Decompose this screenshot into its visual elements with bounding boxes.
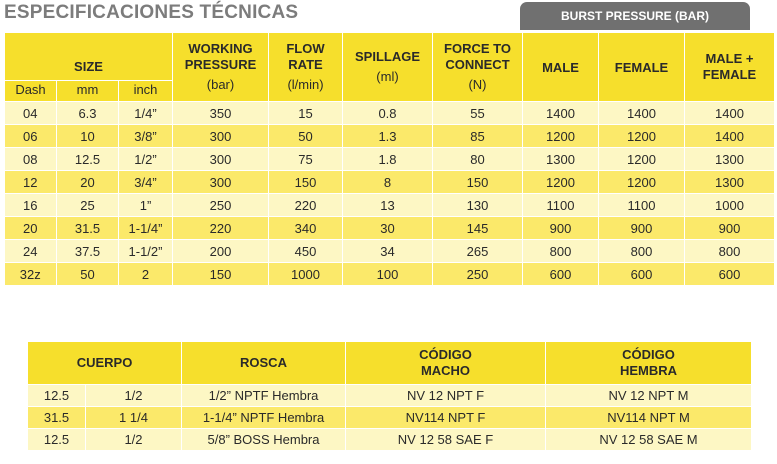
mm-cell: 25 [57, 194, 119, 217]
cuerpo-header: CUERPO [28, 342, 182, 385]
burst-pressure-header: BURST PRESSURE (BAR) [520, 2, 750, 30]
cuerpo-inch-cell: 1/2 [86, 385, 182, 407]
table-row [5, 148, 775, 171]
spillage-cell: 100 [343, 263, 433, 286]
codigo-hembra-cell: NV 12 58 SAE M [546, 429, 752, 451]
spillage-cell: 0.8 [343, 102, 433, 125]
dash-cell: 04 [5, 102, 57, 125]
dash-cell: 08 [5, 148, 57, 171]
force-to-connect-cell: 80 [433, 148, 523, 171]
working-pressure-cell: 150 [173, 263, 269, 286]
codigo-hembra-header: CÓDIGO HEMBRA [546, 342, 752, 385]
working-pressure-cell: 200 [173, 240, 269, 263]
spillage-cell: 8 [343, 171, 433, 194]
male-female-cell: 600 [685, 263, 775, 286]
page-title: ESPECIFICACIONES TÉCNICAS [4, 2, 299, 23]
female-cell: 1100 [599, 194, 685, 217]
force-to-connect-cell: 145 [433, 217, 523, 240]
flow-rate-cell: 75 [269, 148, 343, 171]
table-row [5, 171, 775, 194]
force-to-connect-header [433, 33, 523, 102]
force-to-connect-cell: 265 [433, 240, 523, 263]
codes-table [27, 341, 752, 451]
spillage-cell: 1.3 [343, 125, 433, 148]
specifications-body [5, 102, 775, 286]
female-cell: 800 [599, 240, 685, 263]
mm-cell: 31.5 [57, 217, 119, 240]
spillage-unit: (ml) [376, 69, 399, 84]
dash-cell: 12 [5, 171, 57, 194]
working-pressure-header [173, 33, 269, 102]
force-to-connect-cell: 85 [433, 125, 523, 148]
cuerpo-mm-cell: 31.5 [28, 407, 86, 429]
flow-rate-cell: 150 [269, 171, 343, 194]
male-header: MALE [523, 33, 599, 102]
female-cell: 900 [599, 217, 685, 240]
force-to-connect-cell: 150 [433, 171, 523, 194]
spillage-cell: 30 [343, 217, 433, 240]
flow-rate-label: FLOW RATE [286, 41, 325, 72]
spillage-cell: 1.8 [343, 148, 433, 171]
male-cell: 1200 [523, 171, 599, 194]
mm-cell: 37.5 [57, 240, 119, 263]
inch-cell: 1/2” [119, 148, 173, 171]
rosca-header: ROSCA [182, 342, 346, 385]
force-to-connect-cell: 250 [433, 263, 523, 286]
inch-cell: 3/4” [119, 171, 173, 194]
dash-cell: 20 [5, 217, 57, 240]
male-cell: 800 [523, 240, 599, 263]
male-cell: 600 [523, 263, 599, 286]
mm-subheader: mm [57, 81, 119, 102]
rosca-cell: 5/8” BOSS Hembra [182, 429, 346, 451]
working-pressure-cell: 220 [173, 217, 269, 240]
table-row [5, 263, 775, 286]
table-row [5, 125, 775, 148]
female-cell: 1200 [599, 148, 685, 171]
male-female-cell: 800 [685, 240, 775, 263]
flow-rate-cell: 50 [269, 125, 343, 148]
flow-rate-cell: 1000 [269, 263, 343, 286]
female-cell: 1200 [599, 171, 685, 194]
flow-rate-cell: 15 [269, 102, 343, 125]
working-pressure-cell: 350 [173, 102, 269, 125]
cuerpo-inch-cell: 1/2 [86, 429, 182, 451]
force-label: FORCE TO CONNECT [444, 41, 511, 72]
spillage-header [343, 33, 433, 102]
inch-cell: 2 [119, 263, 173, 286]
male-cell: 1200 [523, 125, 599, 148]
specifications-table [4, 32, 775, 286]
table-row [5, 194, 775, 217]
female-header: FEMALE [599, 33, 685, 102]
force-to-connect-cell: 130 [433, 194, 523, 217]
codigo-macho-cell: NV114 NPT F [346, 407, 546, 429]
force-unit: (N) [468, 77, 487, 92]
mm-cell: 50 [57, 263, 119, 286]
spillage-cell: 34 [343, 240, 433, 263]
table-row [5, 102, 775, 125]
female-cell: 1200 [599, 125, 685, 148]
codes-body [28, 385, 752, 451]
flow-rate-cell: 220 [269, 194, 343, 217]
mm-cell: 20 [57, 171, 119, 194]
working-pressure-cell: 250 [173, 194, 269, 217]
dash-subheader: Dash [5, 81, 57, 102]
inch-cell: 1-1/2” [119, 240, 173, 263]
inch-cell: 1” [119, 194, 173, 217]
flow-rate-cell: 450 [269, 240, 343, 263]
male-female-cell: 1400 [685, 102, 775, 125]
flow-rate-cell: 340 [269, 217, 343, 240]
mm-cell: 10 [57, 125, 119, 148]
force-to-connect-cell: 55 [433, 102, 523, 125]
dash-cell: 16 [5, 194, 57, 217]
inch-cell: 1-1/4” [119, 217, 173, 240]
table-row [28, 385, 752, 407]
dash-cell: 06 [5, 125, 57, 148]
flow-rate-unit: (l/min) [287, 77, 324, 92]
table-row [5, 240, 775, 263]
inch-cell: 1/4” [119, 102, 173, 125]
male-female-cell: 900 [685, 217, 775, 240]
male-cell: 1100 [523, 194, 599, 217]
mm-cell: 6.3 [57, 102, 119, 125]
working-pressure-cell: 300 [173, 171, 269, 194]
working-pressure-cell: 300 [173, 148, 269, 171]
codigo-macho-header: CÓDIGO MACHO [346, 342, 546, 385]
codigo-hembra-cell: NV114 NPT M [546, 407, 752, 429]
female-cell: 1400 [599, 102, 685, 125]
table-row [28, 429, 752, 451]
dash-cell: 24 [5, 240, 57, 263]
male-female-cell: 1300 [685, 148, 775, 171]
male-cell: 900 [523, 217, 599, 240]
spillage-cell: 13 [343, 194, 433, 217]
male-cell: 1400 [523, 102, 599, 125]
table-row [28, 407, 752, 429]
codigo-macho-cell: NV 12 NPT F [346, 385, 546, 407]
female-cell: 600 [599, 263, 685, 286]
dash-cell: 32z [5, 263, 57, 286]
male-female-label: MALE + FEMALE [702, 51, 757, 82]
cuerpo-inch-cell: 1 1/4 [86, 407, 182, 429]
inch-cell: 3/8” [119, 125, 173, 148]
male-female-cell: 1400 [685, 125, 775, 148]
flow-rate-header [269, 33, 343, 102]
spillage-label: SPILLAGE [354, 49, 420, 64]
working-pressure-unit: (bar) [206, 77, 235, 92]
mm-cell: 12.5 [57, 148, 119, 171]
working-pressure-cell: 300 [173, 125, 269, 148]
male-female-header [685, 33, 775, 102]
male-cell: 1300 [523, 148, 599, 171]
rosca-cell: 1/2” NPTF Hembra [182, 385, 346, 407]
inch-subheader: inch [119, 81, 173, 102]
male-female-cell: 1300 [685, 171, 775, 194]
working-pressure-label: WORKING PRESSURE [184, 41, 257, 72]
male-female-cell: 1000 [685, 194, 775, 217]
table-row [5, 217, 775, 240]
cuerpo-mm-cell: 12.5 [28, 429, 86, 451]
cuerpo-mm-cell: 12.5 [28, 385, 86, 407]
codigo-hembra-cell: NV 12 NPT M [546, 385, 752, 407]
codigo-macho-cell: NV 12 58 SAE F [346, 429, 546, 451]
rosca-cell: 1-1/4” NPTF Hembra [182, 407, 346, 429]
size-header: SIZE [5, 33, 173, 81]
